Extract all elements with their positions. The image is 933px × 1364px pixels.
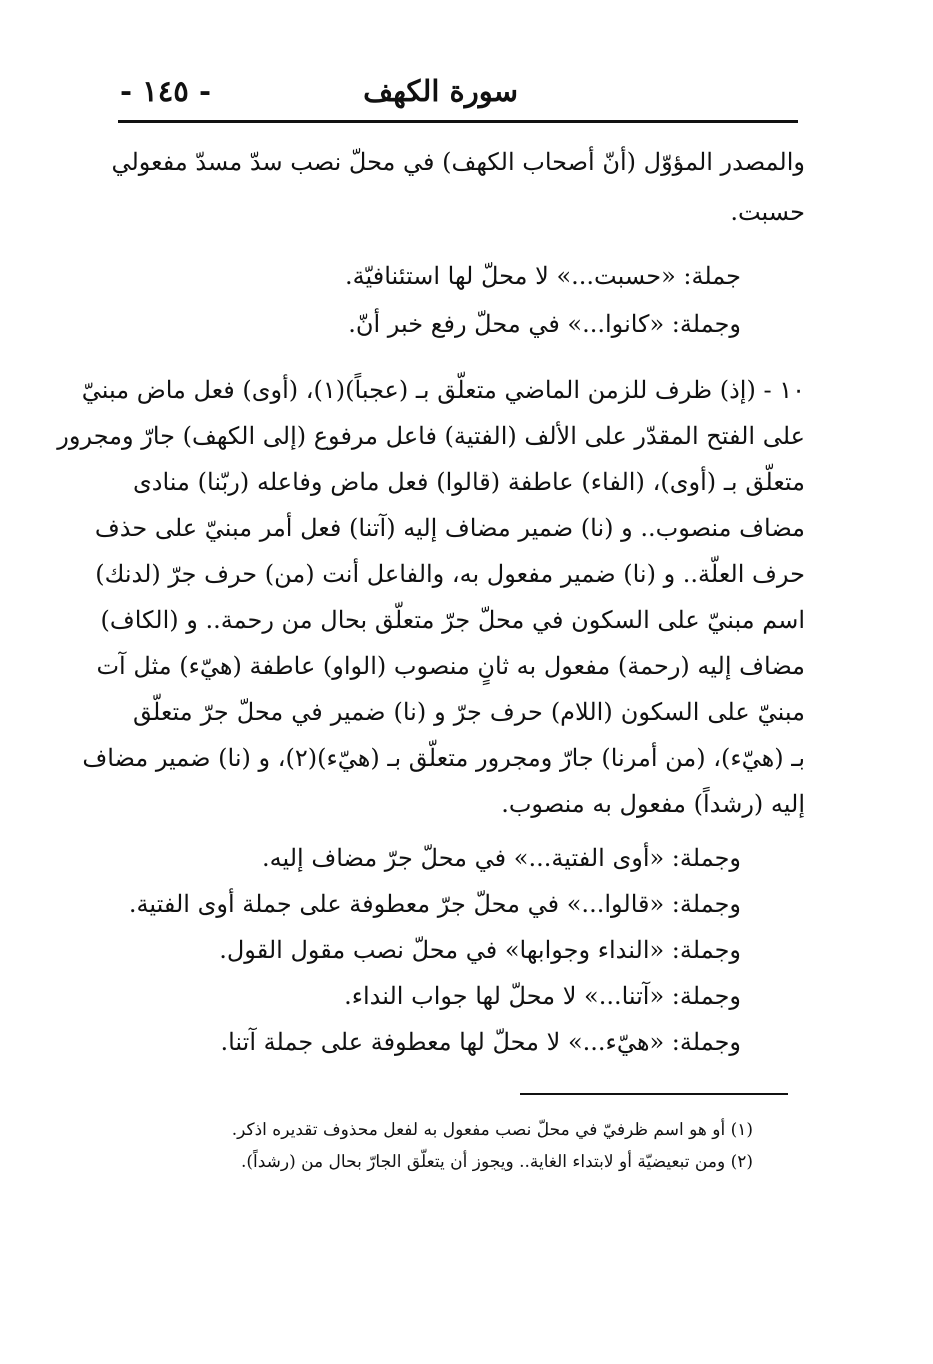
text-line: على الفتح المقدّر على الألف (الفتية) فاعل مرفوع (إلى الكهف) جارّ ومجرور [57, 422, 805, 450]
page-header [118, 70, 798, 120]
header-divider [118, 120, 798, 123]
text-line: حرف العلّة.. و (نا) ضمير مفعول به، والفاعل أنت (من) حرف جرّ (لدنك) [95, 560, 805, 588]
page-title: سورة الكهف [363, 74, 518, 108]
sentence-analysis: وجملة: «النداء وجوابها» في محلّ نصب مقول القول. [219, 936, 741, 964]
sentence-analysis: وجملة: «كانوا...» في محلّ رفع خبر أنّ. [348, 310, 741, 338]
sentence-analysis: وجملة: «أوى الفتية...» في محلّ جرّ مضاف إليه. [261, 844, 741, 872]
text-line: مضاف إليه (رحمة) مفعول به ثانٍ منصوب (الواو) عاطفة (هيّء) مثل آت [96, 652, 805, 680]
text-line: بـ (هيّء)، (من أمرنا) جارّ ومجرور متعلّق بـ (هيّء)(٢)، و (نا) ضمير مضاف [82, 744, 805, 772]
text-line: ١٠ - (إذ) ظرف للزمن الماضي متعلّق بـ (عجباً)(١)، (أوى) فعل ماض مبنيّ [81, 376, 805, 404]
text-line: مبنيّ على السكون (اللام) حرف جرّ و (نا) ضمير في محلّ جرّ متعلّق [133, 698, 805, 726]
text-line: والمصدر المؤوّل (أنّ أصحاب الكهف) في محلّ نصب سدّ مسدّ مفعولي [111, 148, 805, 176]
sentence-analysis: وجملة: «قالوا...» في محلّ جرّ معطوفة على جملة أوى الفتية. [128, 890, 741, 918]
footnote: (١) أو هو اسم ظرفيّ في محلّ نصب مفعول به لفعل محذوف تقديره اذكر. [231, 1120, 753, 1140]
text-line: حسبت. [730, 198, 805, 226]
footnote-divider [520, 1093, 788, 1095]
text-line: إليه (رشداً) مفعول به منصوب. [501, 790, 805, 818]
page-number: - ١٤٥ - [120, 74, 212, 108]
sentence-analysis: وجملة: «آتنا...» لا محلّ لها جواب النداء. [344, 982, 741, 1010]
footnote: (٢) ومن تبعيضيّة أو لابتداء الغاية.. ويجوز أن يتعلّق الجارّ بحال من (رشداً). [240, 1152, 753, 1172]
text-line: متعلّق بـ (أوى)، (الفاء) عاطفة (قالوا) فعل ماض وفاعله (ربّنا) منادى [133, 468, 805, 496]
sentence-analysis: جملة: «حسبت...» لا محلّ لها استئنافيّة. [345, 262, 741, 290]
sentence-analysis: وجملة: «هيّء...» لا محلّ لها معطوفة على جملة آتنا. [220, 1028, 741, 1056]
text-line: مضاف منصوب.. و (نا) ضمير مضاف إليه (آتنا) فعل أمر مبنيّ على حذف [94, 514, 805, 542]
text-line: اسم مبنيّ على السكون في محلّ جرّ متعلّق بحال من رحمة.. و (الكاف) [100, 606, 805, 634]
